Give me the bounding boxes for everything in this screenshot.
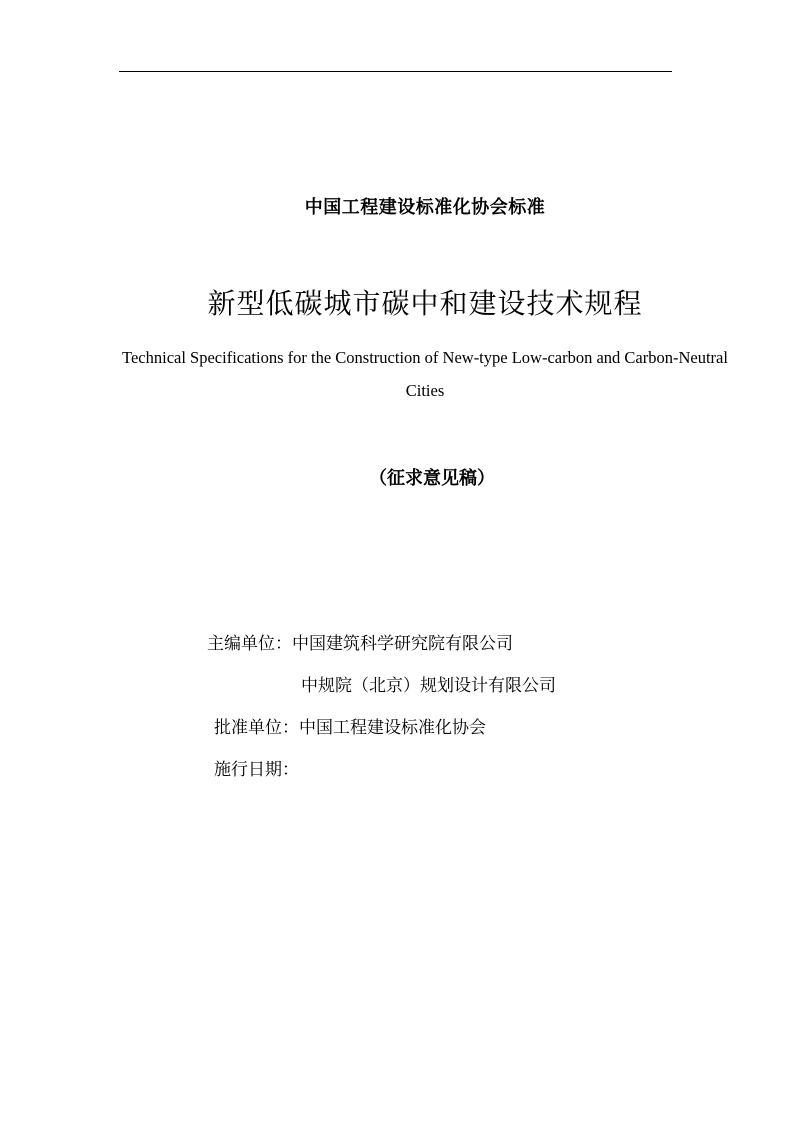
chief-editor-secondary: 中规院（北京）规划设计有限公司 xyxy=(301,676,556,696)
approver-line xyxy=(214,715,486,741)
chief-editor-secondary-line xyxy=(301,673,556,699)
chief-editor-line xyxy=(207,631,513,657)
approver-label: 批准单位： xyxy=(214,718,299,738)
chief-editor-primary: 中国建筑科学研究院有限公司 xyxy=(292,634,513,654)
document-title-chinese: 新型低碳城市碳中和建设技术规程 xyxy=(207,287,643,320)
org-standard-heading: 中国工程建设标准化协会标准 xyxy=(304,197,546,218)
effective-date-line xyxy=(214,757,299,783)
draft-status-label: （征求意见稿） xyxy=(369,468,495,489)
document-title-english: Technical Specifications for the Construction of New-type Low-carbon and Carbon-Neutral Cities xyxy=(122,348,728,400)
effective-date-label: 施行日期： xyxy=(214,760,299,780)
header-rule xyxy=(119,71,672,72)
approver-value: 中国工程建设标准化协会 xyxy=(299,718,486,738)
chief-editor-label: 主编单位： xyxy=(207,634,292,654)
